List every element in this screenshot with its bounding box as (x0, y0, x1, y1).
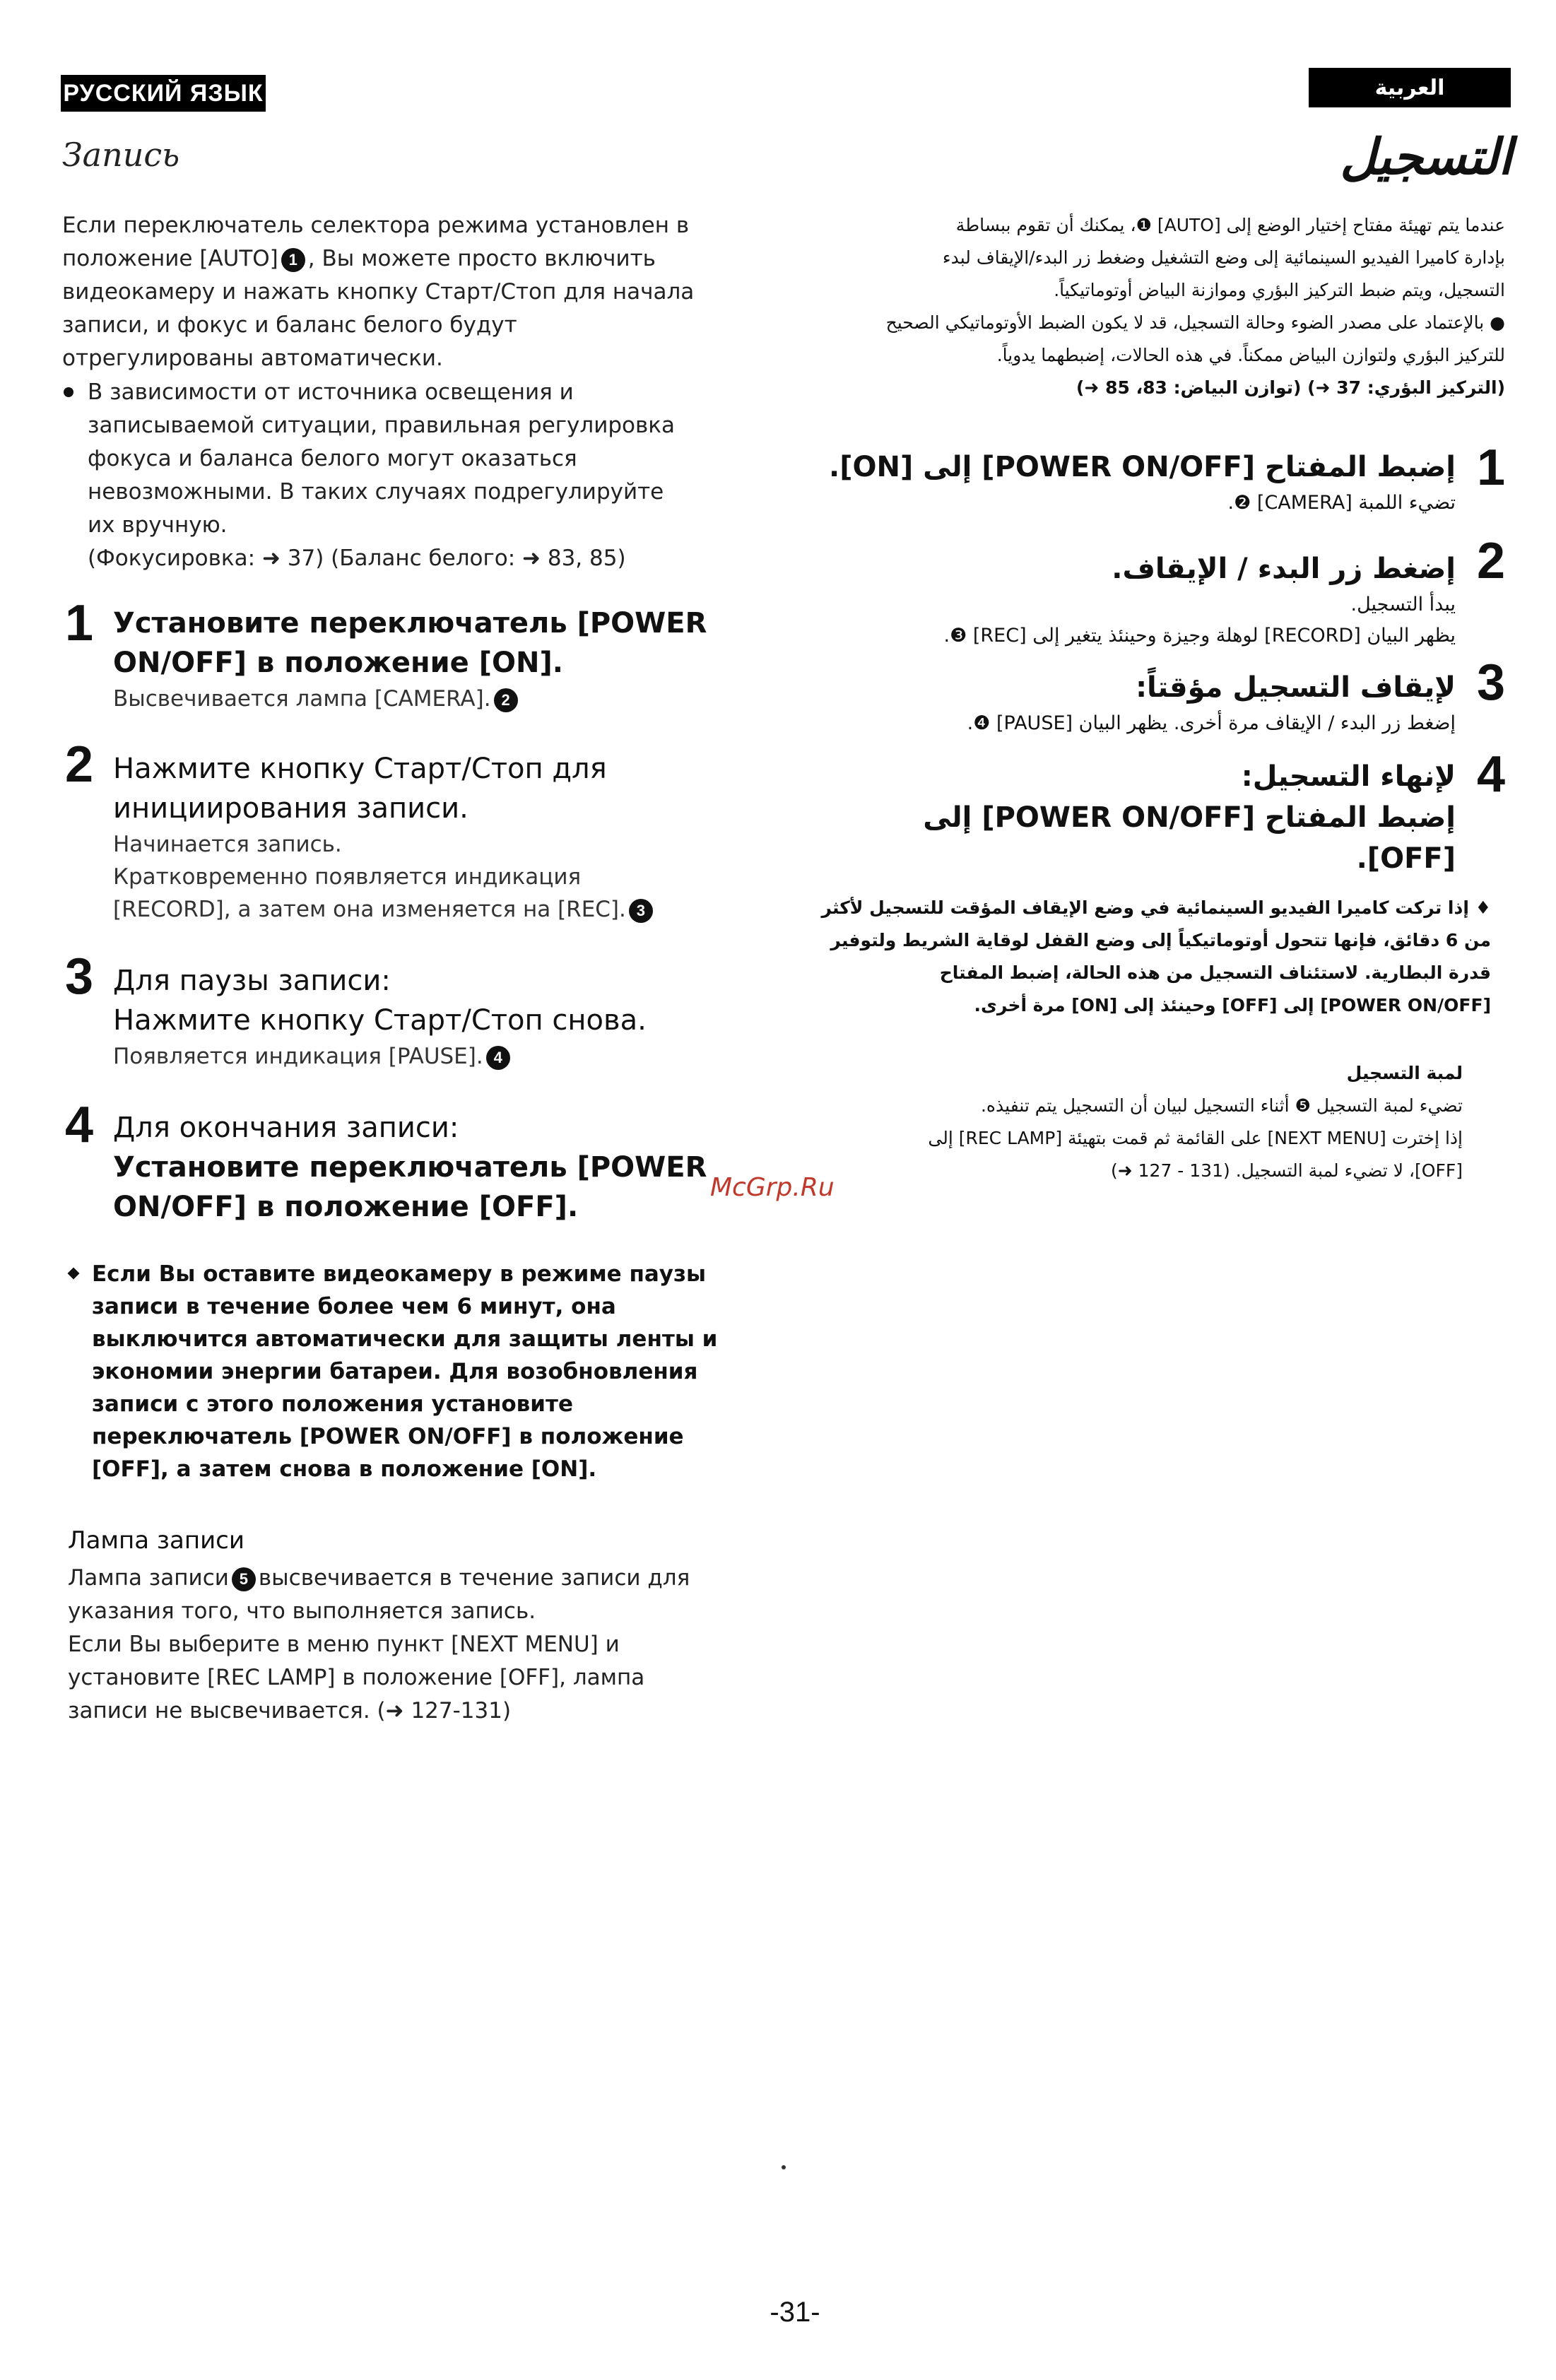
language-badge-russian (61, 75, 266, 112)
ru-step-4-number: 4 (65, 1097, 94, 1153)
ru-note-line: фокуса и баланса белого могут оказаться (88, 446, 577, 471)
marker-2-icon: 2 (494, 688, 518, 712)
ru-step-title (113, 749, 749, 828)
ar-pause-note (820, 892, 1491, 1022)
ar-step-desc: يظهر البيان [RECORD] لوهلة وجيزة وحينئذ يتغير إلى [REC] ❸. (943, 625, 1456, 647)
ru-note-line: (Фокусировка: ➜ 37) (Баланс белого: ➜ 83, 85) (88, 546, 626, 571)
ru-step-desc-line: Кратковременно появляется индикация (113, 864, 582, 890)
ru-pause-note-line: переключатель [POWER ON/OFF] в положение (92, 1424, 684, 1449)
ar-intro-line: بإدارة كاميرا الفيديو السينمائية إلى وضع التشغيل وضغط زر البدء/الإيقاف لبدء (942, 247, 1505, 268)
marker-1-icon: 1 (281, 248, 305, 272)
ru-step-desc-line: Начинается запись. (113, 832, 342, 857)
ar-step-1-number: 1 (1477, 440, 1506, 496)
ar-pause-note-line: من 6 دقائق، فإنها تتحول أوتوماتيكياً إلى وضع القفل لوقاية الشريط ولتوفير (830, 930, 1491, 950)
ar-lamp-line: إذا إخترت [NEXT MENU] على القائمة ثم قمت بتهيئة [REC LAMP] إلى (928, 1128, 1463, 1148)
ru-step-title (113, 1108, 749, 1227)
ru-step-title (113, 961, 749, 1040)
ru-step-title-line: Нажмите кнопку Старт/Стоп для (113, 753, 607, 785)
ru-pause-note-line: экономии энергии батареи. Для возобновления (92, 1359, 698, 1384)
ru-lamp-text (68, 1562, 767, 1728)
ru-lamp-line (68, 1562, 767, 1595)
ru-step-title (113, 603, 749, 683)
ar-pause-note-line: ♦ إذا تركت كاميرا الفيديو السينمائية في وضع الإيقاف المؤقت للتسجيل لأكثر (821, 897, 1491, 918)
ar-intro (820, 209, 1505, 404)
ar-lamp-line: [OFF]، لا تضيء لمبة التسجيل. (131 - 127 ➜) (1110, 1160, 1463, 1181)
ru-step-2-number: 2 (65, 736, 94, 793)
ru-lamp-text-part: Лампа записи (68, 1565, 229, 1591)
print-dot (782, 2165, 786, 2169)
ru-intro-line: Если переключатель селектора режима установлен в (62, 213, 690, 238)
ru-intro-text: положение [AUTO] (62, 246, 278, 271)
ru-step-title-line: ON/OFF] в положение [OFF]. (113, 1191, 579, 1223)
marker-4-icon: 4 (486, 1046, 510, 1070)
ar-step-title: إضبط المفتاح [POWER ON/OFF] إلى [ON]. (829, 451, 1456, 483)
ar-intro-line: عندما يتم تهيئة مفتاح إختيار الوضع إلى [AUTO] ❶، يمكنك أن تقوم ببساطة (955, 215, 1505, 235)
ru-step-title-line: инициирования записи. (113, 792, 468, 825)
ar-step-3-number: 3 (1477, 654, 1506, 711)
ru-step-title-line: Для окончания записи: (113, 1112, 459, 1144)
ru-intro-line: отрегулированы автоматически. (62, 346, 443, 371)
watermark: McGrp.Ru (710, 1173, 835, 1202)
ru-pause-note-line: записи с этого положения установите (92, 1391, 574, 1417)
ru-step-desc (113, 828, 749, 926)
ar-lamp-title: لمبة التسجيل (1346, 1063, 1463, 1083)
ar-step-desc: تضيء اللمبة [CAMERA] ❷. (1227, 492, 1456, 514)
ar-step-2 (820, 548, 1456, 652)
ar-step-title: إضغط زر البدء / الإيقاف. (1112, 553, 1456, 585)
ru-lamp-line: Если Вы выберите в меню пункт [NEXT MENU] и (68, 1632, 620, 1657)
ru-note-line: записываемой ситуации, правильная регулировка (88, 413, 675, 438)
ru-page-title: Запись (62, 136, 180, 174)
ru-step-3 (113, 961, 749, 1073)
ru-intro-text: , Вы можете просто включить (307, 246, 656, 271)
ru-lamp-text-part: высвечивается в течение записи для (258, 1565, 690, 1591)
ru-step-3-number: 3 (65, 948, 94, 1005)
bullet-icon (64, 387, 73, 397)
ar-note-line: ● بالإعتماد على مصدر الضوء وحالة التسجيل، قد لا يكون الضبط الأوتوماتيكي الصحيح (885, 312, 1505, 333)
ru-step-1 (113, 603, 749, 715)
ar-step-4 (820, 756, 1456, 879)
ar-step-title: إضبط المفتاح [POWER ON/OFF] إلى [OFF]. (923, 801, 1456, 875)
ru-lamp-line: указания того, что выполняется запись. (68, 1598, 536, 1624)
ru-step-title-line: ON/OFF] в положение [ON]. (113, 647, 563, 679)
ar-note-line: للتركيز البؤري ولتوازن البياض ممكناً. في هذه الحالات، إضبطهما يدوياً. (996, 345, 1505, 365)
ru-step-desc-line (113, 893, 749, 926)
ru-pause-note-line: записи в течение более чем 6 минут, она (92, 1294, 616, 1319)
ru-step-desc (113, 683, 749, 715)
ru-pause-note-line: [OFF], а затем снова в положение [ON]. (92, 1456, 597, 1482)
ar-step-title: لإنهاء التسجيل: (1241, 760, 1456, 793)
language-badge-russian-label: РУССКИЙ ЯЗЫК (63, 79, 264, 107)
ar-lamp-line: تضيء لمبة التسجيل ❺ أثناء التسجيل لبيان أن التسجيل يتم تنفيذه. (980, 1095, 1463, 1116)
ru-pause-note-line: Если Вы оставите видеокамеру в режиме паузы (92, 1261, 707, 1287)
ru-note-line: невозможными. В таких случаях подрегулируйте (88, 479, 664, 505)
ar-step-1 (820, 447, 1456, 519)
ar-note-line: (التركيز البؤري: 37 ➜) (توازن البياض: 83، 85 ➜) (1075, 377, 1505, 398)
ru-note (62, 376, 741, 575)
ar-step-title: لإيقاف التسجيل مؤقتاً: (1136, 671, 1456, 704)
ar-step-4-number: 4 (1477, 746, 1506, 803)
language-badge-arabic-label: العربية (1374, 76, 1445, 100)
marker-5-icon: 5 (232, 1567, 256, 1591)
ru-step-4 (113, 1108, 749, 1227)
language-badge-arabic (1309, 68, 1511, 107)
ar-step-desc: يبدأ التسجيل. (1350, 594, 1456, 615)
ru-note-line: их вручную. (88, 512, 228, 538)
ru-step-title-line: Установите переключатель [POWER (113, 607, 707, 640)
ru-step-desc-line: Высвечивается лампа [CAMERA]. (113, 686, 491, 712)
ar-step-desc: إضغط زر البدء / الإيقاف مرة أخرى. يظهر البيان [PAUSE] ❹. (967, 712, 1456, 734)
ru-lamp-title: Лампа записи (68, 1526, 244, 1555)
ru-lamp-line: записи не высвечивается. (➜ 127-131) (68, 1698, 512, 1724)
ru-lamp-line: установите [REC LAMP] в положение [OFF], лампа (68, 1665, 645, 1690)
ru-step-desc-text: [RECORD], а затем она изменяется на [REC]. (113, 897, 626, 922)
ru-pause-note (68, 1258, 760, 1485)
ar-pause-note-line: قدرة البطارية. لاستئناف التسجيل من هذه الحالة، إضبط المفتاح (939, 962, 1491, 983)
page-number: -31- (770, 2297, 820, 2328)
ar-page-title: التسجيل (1340, 127, 1512, 186)
ar-pause-note-line: [POWER ON/OFF] إلى [OFF] وحينئذ إلى [ON] مرة أخرى. (974, 995, 1491, 1015)
ru-intro-line: видеокамеру и нажать кнопку Старт/Стоп для начала (62, 279, 695, 305)
ru-step-title-line: Установите переключатель [POWER (113, 1151, 707, 1184)
ru-step-1-number: 1 (65, 595, 94, 652)
ru-step-title-line: Нажмите кнопку Старт/Стоп снова. (113, 1004, 647, 1037)
ru-pause-note-line: выключится автоматически для защиты ленты и (92, 1326, 718, 1352)
ru-intro (62, 209, 741, 375)
ru-step-title-line: Для паузы записи: (113, 965, 391, 997)
ru-step-desc-line: Появляется индикация [PAUSE]. (113, 1044, 483, 1069)
ru-intro-line (62, 242, 741, 276)
ru-intro-line: записи, и фокус и баланс белого будут (62, 312, 517, 338)
ar-intro-line: التسجيل، ويتم ضبط التركيز البؤري وموازنة البياض أوتوماتيكياً. (1054, 280, 1505, 300)
ar-lamp-section (820, 1057, 1463, 1187)
ru-note-line: В зависимости от источника освещения и (88, 379, 574, 405)
ru-step-desc (113, 1040, 749, 1073)
ru-step-2 (113, 749, 749, 926)
ar-step-2-number: 2 (1477, 533, 1506, 589)
ar-step-3 (820, 667, 1456, 739)
marker-3-icon: 3 (629, 899, 653, 923)
